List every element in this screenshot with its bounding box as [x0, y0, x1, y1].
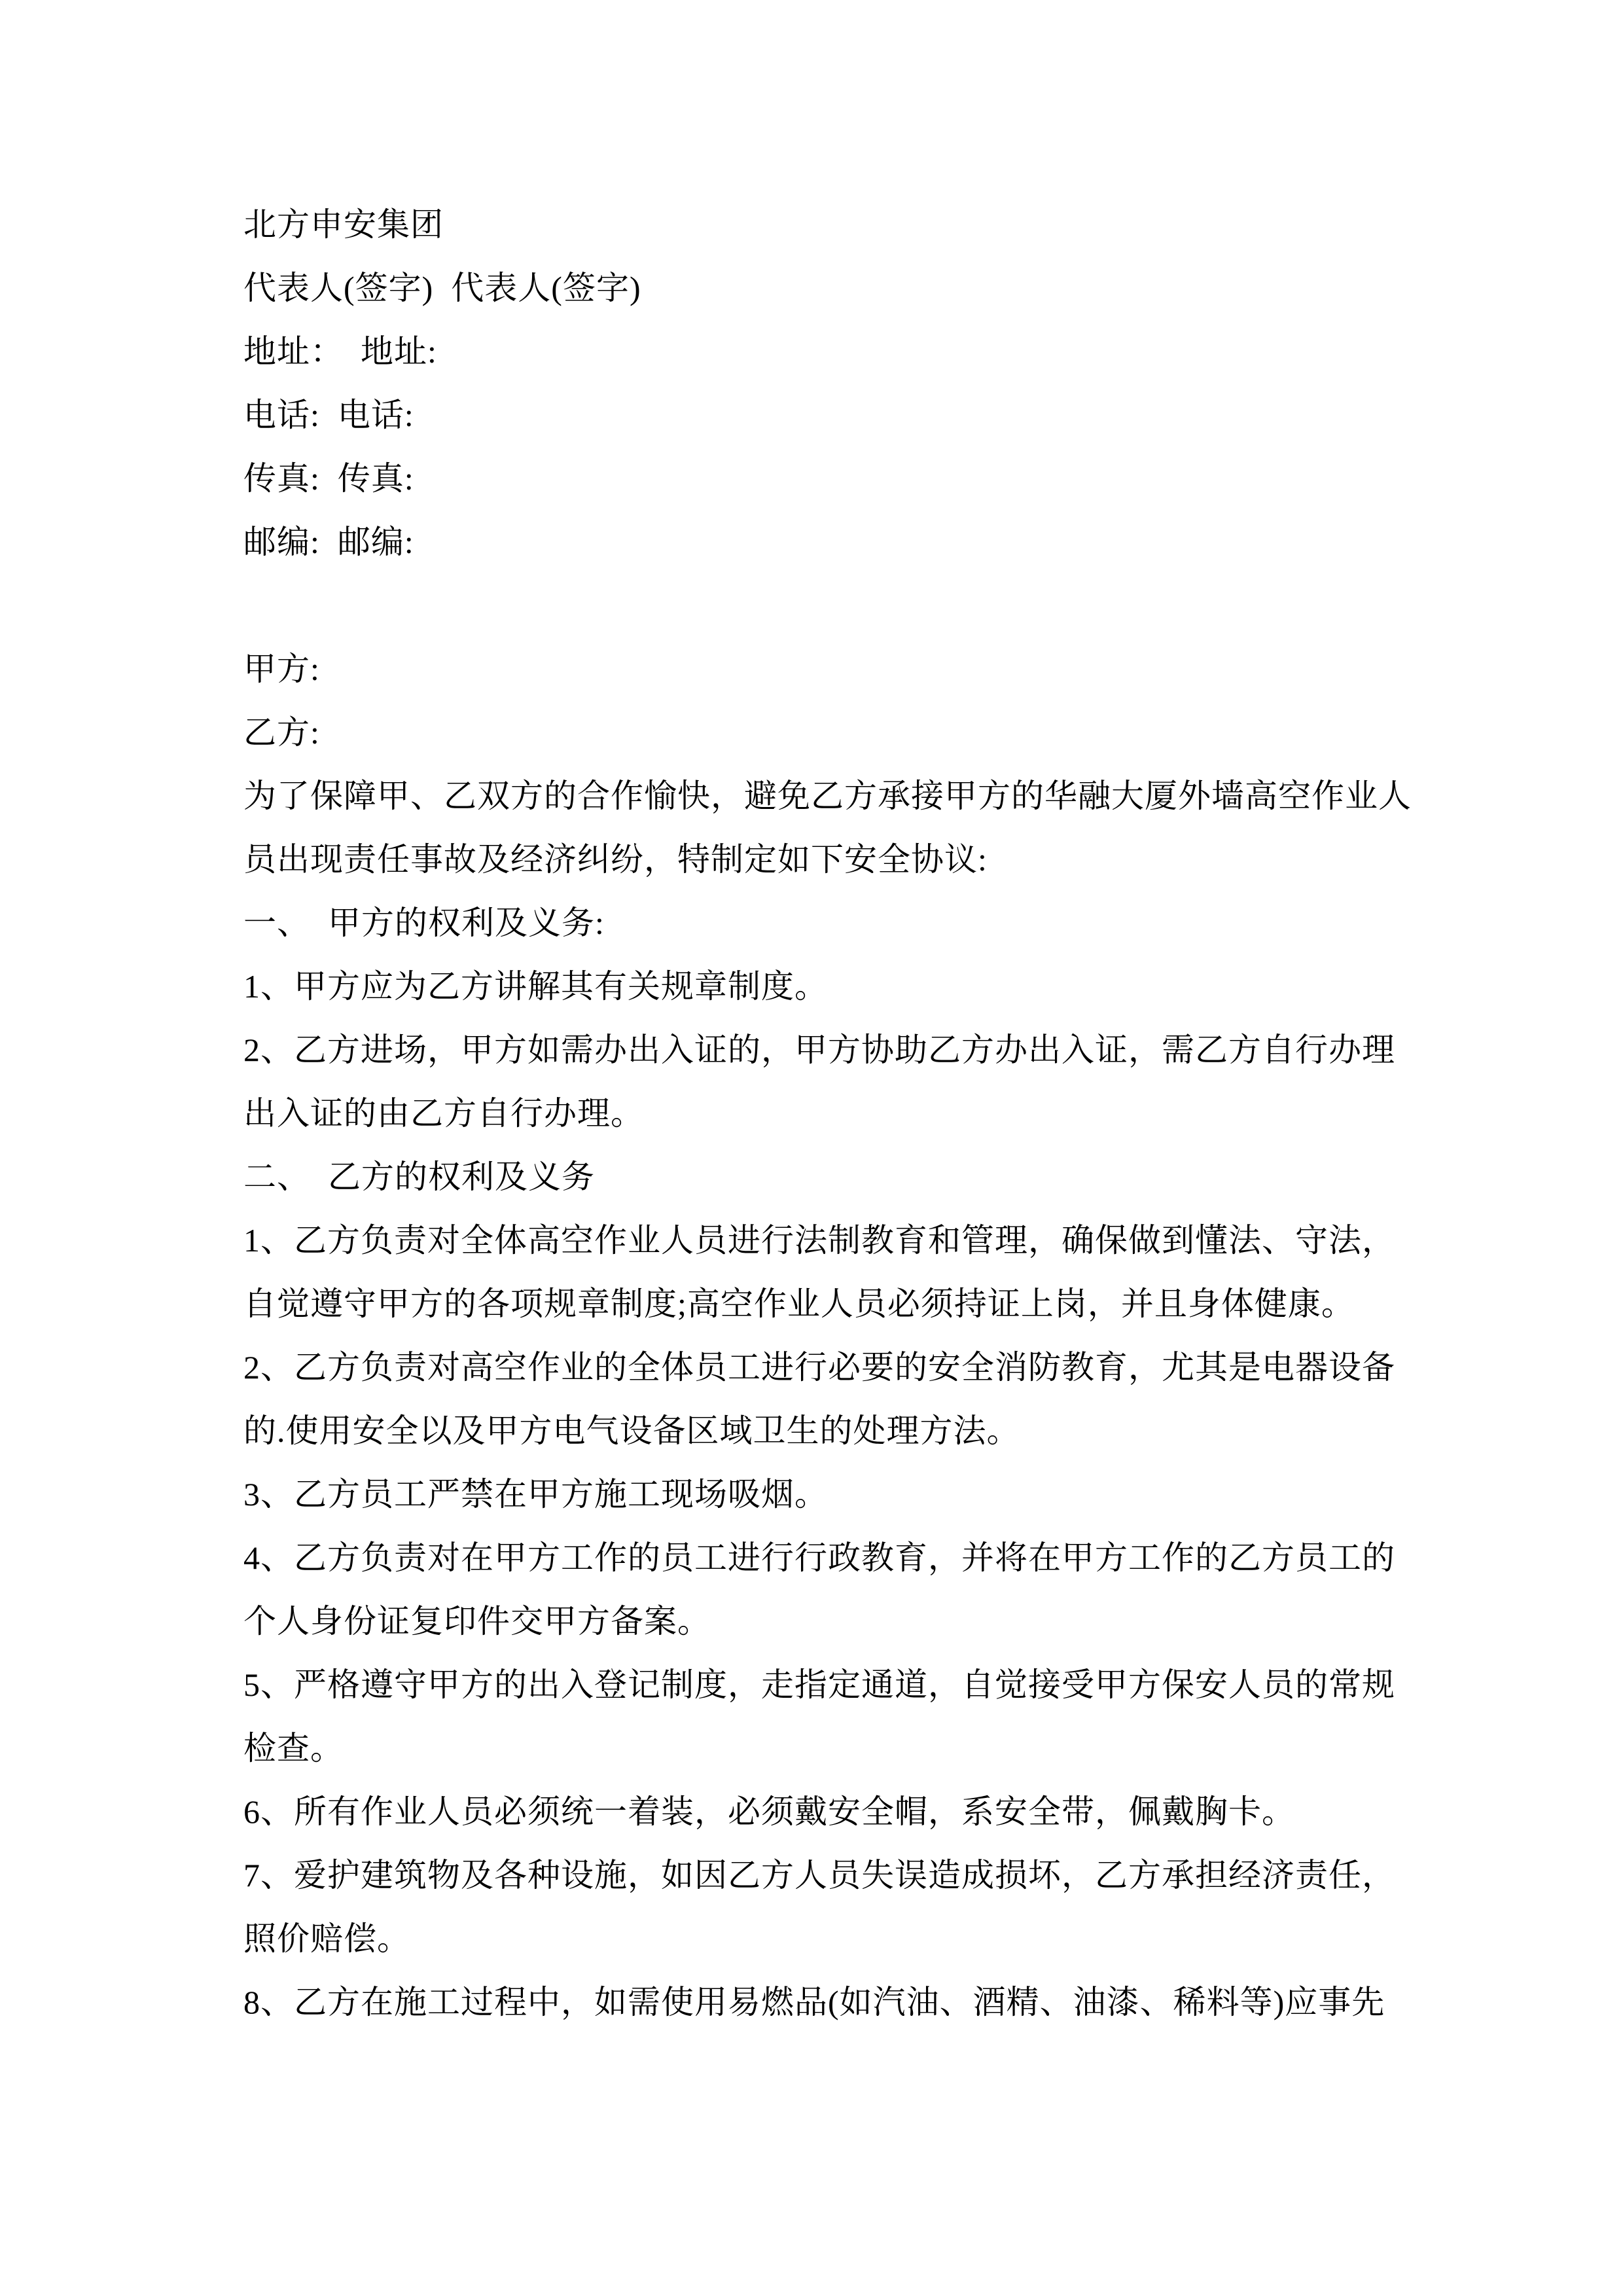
blank-line — [243, 574, 1394, 637]
section-2-heading: 二、 乙方的权利及义务 — [243, 1158, 595, 1195]
clause-1-2-line-2: 出入证的由乙方自行办理。 — [243, 1095, 644, 1132]
party-b-label: 乙方: — [243, 714, 320, 751]
clause-1-1: 1、甲方应为乙方讲解其有关规章制度。 — [243, 968, 828, 1005]
fax-line: 传真: 传真: — [243, 460, 414, 497]
clause-2-6: 6、所有作业人员必须统一着装，必须戴安全帽，系安全带，佩戴胸卡。 — [243, 1793, 1295, 1830]
representatives-line: 代表人(签字) 代表人(签字) — [243, 270, 641, 306]
preamble-line-2: 员出现责任事故及经济纠纷，特制定如下安全协议: — [243, 841, 988, 878]
clause-2-2-line-2: 的.使用安全以及甲方电气设备区域卫生的处理方法。 — [243, 1412, 1020, 1449]
clause-2-7-line-2: 照价赔偿。 — [243, 1920, 410, 1957]
postcode-line: 邮编: 邮编: — [243, 524, 414, 560]
clause-2-4-line-2: 个人身份证复印件交甲方备案。 — [243, 1603, 711, 1640]
clause-2-1-line-1: 1、乙方负责对全体高空作业人员进行法制教育和管理，确保做到懂法、守法， — [243, 1222, 1395, 1259]
address-line: 地址： 地址: — [243, 333, 437, 370]
clause-2-3: 3、乙方员工严禁在甲方施工现场吸烟。 — [243, 1476, 828, 1513]
party-a-label: 甲方: — [243, 651, 320, 687]
preamble-line-1: 为了保障甲、乙双方的合作愉快，避免乙方承接甲方的华融大厦外墙高空作业人 — [243, 778, 1412, 814]
clause-2-8-line-1: 8、乙方在施工过程中，如需使用易燃品(如汽油、酒精、油漆、稀料等)应事先 — [243, 1984, 1385, 2020]
clause-1-2-line-1: 2、乙方进场，甲方如需办出入证的，甲方协助乙方办出入证，需乙方自行办理 — [243, 1031, 1395, 1068]
phone-line: 电话: 电话: — [243, 397, 414, 433]
clause-2-4-line-1: 4、乙方负责对在甲方工作的员工进行行政教育，并将在甲方工作的乙方员工的 — [243, 1539, 1395, 1576]
clause-2-5-line-1: 5、严格遵守甲方的出入登记制度，走指定通道，自觉接受甲方保安人员的常规 — [243, 1666, 1395, 1703]
clause-2-1-line-2: 自觉遵守甲方的各项规章制度;高空作业人员必须持证上岗，并且身体健康。 — [243, 1285, 1355, 1322]
clause-2-7-line-1: 7、爱护建筑物及各种设施，如因乙方人员失误造成损坏，乙方承担经济责任， — [243, 1857, 1395, 1893]
company-name: 北方申安集团 — [243, 206, 444, 243]
clause-2-5-line-2: 检查。 — [243, 1730, 344, 1767]
clause-2-2-line-1: 2、乙方负责对高空作业的全体员工进行必要的安全消防教育，尤其是电器设备 — [243, 1349, 1395, 1386]
section-1-heading: 一、 甲方的权利及义务: — [243, 905, 605, 941]
